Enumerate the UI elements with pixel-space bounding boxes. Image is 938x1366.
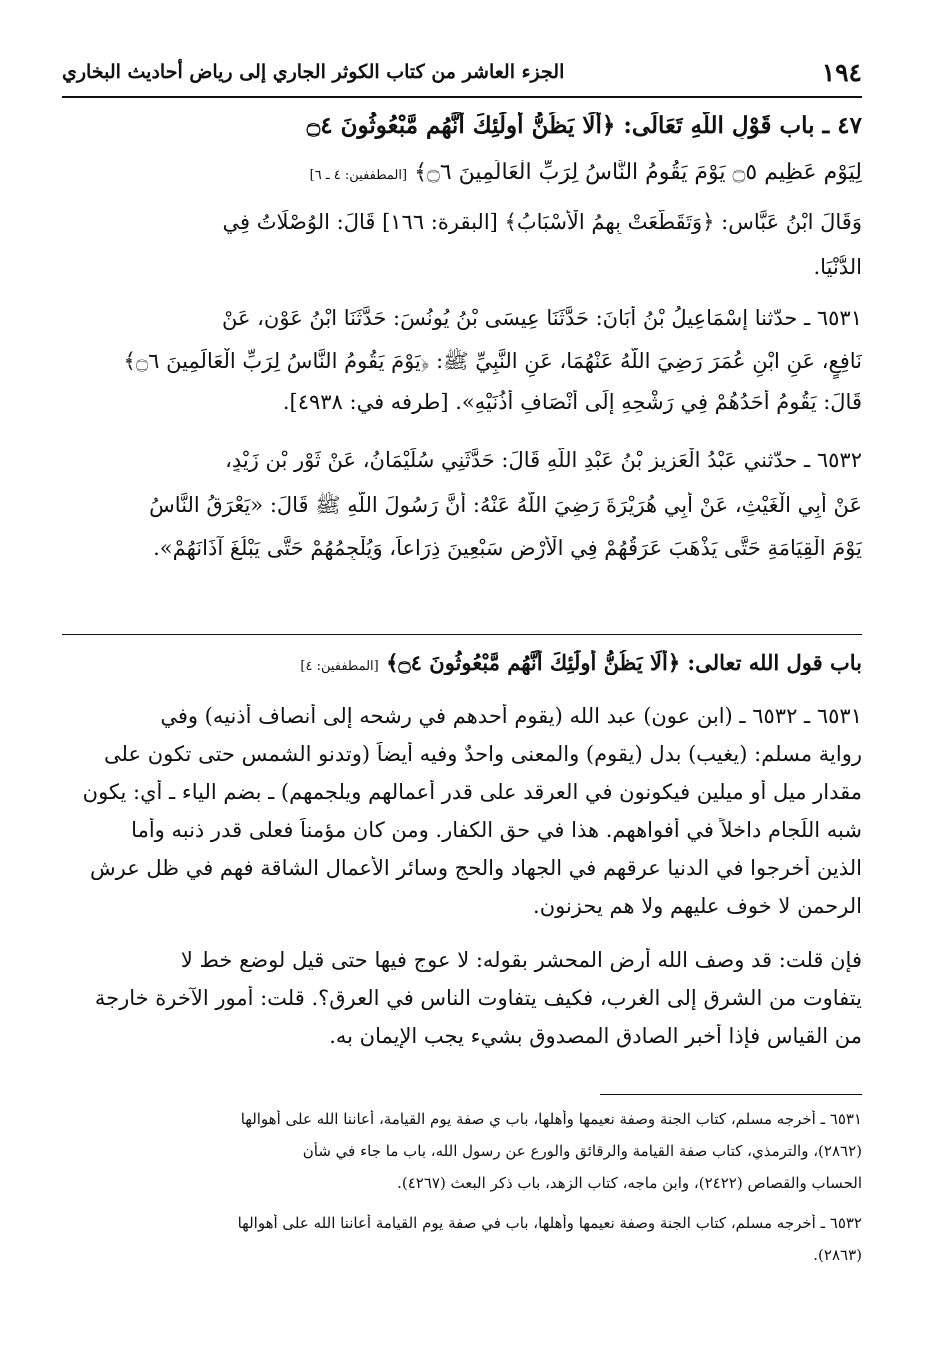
- ibn-abbas-paragraph: [62, 210, 862, 290]
- footnote-1-line: (٢٨٦٢)، والترمذي، كتاب صفة القيامة والرقائق والورع عن رسول الله، باب ما جاء في شأن: [302, 1142, 862, 1160]
- commentary-heading: [62, 650, 862, 690]
- commentary-line: رواية مسلم: (يغيب) بدل (يقوم) والمعنى واحدٌ وفيه أيضاً (وتدنو الشمس حتى تكون على: [104, 742, 862, 766]
- hadith-6531: [62, 306, 862, 436]
- chapter-heading-line-1: ٤٧ ـ باب قَوْلِ اللَّهِ تَعَالَى: ﴿أَلَا يَظُنُّ أُولَٰئِكَ أَنَّهُم مَّبْعُوثُونَ ۝٤: [306, 112, 862, 139]
- commentary-line: مقدار ميل أو ميلين فيكونون في العرقد على قدر أعمالهم ويلجمهم) ـ بضم الياء ـ أي: يكون: [82, 780, 862, 804]
- commentary-heading-line: [62, 650, 862, 675]
- footnotes: [62, 1110, 862, 1310]
- hadith-6531-line-3: قَالَ: يَقُومُ أَحَدُهُمْ فِي رَشْحِهِ إِلَى أَنْصَافِ أُذُنَيْهِ». [طرفه في: ٤٩٣٨].: [282, 390, 862, 414]
- commentary-heading-reference: [المطففين: ٤]: [300, 659, 379, 674]
- hadith-6532: [62, 448, 862, 588]
- commentary-line: شبه اللِّجام داخلاً في أفواههم. هذا في حق الكفار. ومن كان مؤمناً فعلى قدر ذنبه وأما: [131, 818, 862, 842]
- section-divider: [62, 634, 862, 635]
- commentary-line: ٦٥٣١ ـ ٦٥٣٢ ـ (ابن عون) عبد الله (يقوم أحدهم في رشحه إلى أنصاف أذنيه) وفي: [160, 704, 862, 728]
- footnote-1-line: الحساب والقصاص (٢٤٢٢)، وابن ماجه، كتاب الزهد، باب ذكر البعث (٤٢٦٧).: [397, 1174, 862, 1192]
- commentary-line: من القياس فإذا أخبر الصادق المصدوق بشيء يجب الإيمان به.: [329, 1024, 862, 1048]
- footnote-divider: [600, 1094, 862, 1095]
- chapter-heading-line-2: [62, 160, 862, 185]
- hadith-6531-line-1: ٦٥٣١ ـ حدّثنا إِسْمَاعِيلُ بْنُ أَبَانَ: حَدَّثَنَا عِيسَى بْنُ يُونُسَ: حَدَّثَنَا ابْنُ عَوْنٍ، عَنْ: [221, 306, 862, 330]
- commentary-line: الذين أخرجوا في الدنيا عرقهم في الجهاد والحج وسائر الأعمال الشاقة فهم في ظل عرش: [89, 856, 862, 880]
- running-title: الجزء العاشر من كتاب الكوثر الجاري إلى رياض أحاديث البخاري: [62, 61, 565, 83]
- footnote-2-line: ٦٥٣٢ ـ أخرجه مسلم، كتاب الجنة وصفة نعيمها وأهلها، باب في صفة يوم القيامة أعاننا الله على أهوالها: [237, 1214, 862, 1232]
- commentary-paragraph-1: [62, 704, 862, 944]
- hadith-6532-line-2: عَنْ أَبِي الْغَيْثِ، عَنْ أَبِي هُرَيْرَةَ رَضِيَ اللَّهُ عَنْهُ: أَنَّ رَسُولَ اللَّهِ ﷺ قَالَ: «يَعْرَقُ النَّاسُ: [149, 493, 862, 517]
- commentary-line: يتفاوت من الشرق إلى الغرب، فكيف يتفاوت الناس في العرق؟. قلت: أمور الآخرة خارجة: [94, 986, 862, 1010]
- page-number: ١٩٤: [821, 58, 862, 87]
- ibn-abbas-line-1: وَقَالَ ابْنُ عَبَّاسٍ: ﴿وَتَقَطَّعَتْ بِهِمُ الْأَسْبَابُ﴾ [البقرة: ١٦٦] قَالَ: الوُصْلَاتُ فِي: [222, 210, 862, 234]
- hadith-6532-line-3: يَوْمَ الْقِيَامَةِ حَتَّى يَذْهَبَ عَرَقُهُمْ فِي الْأَرْضِ سَبْعِينَ ذِرَاعاً، وَيُلْجِمُهُمْ حَتَّى يَبْلُغَ آذَانَهُمْ».: [153, 536, 862, 560]
- hadith-6532-line-1: ٦٥٣٢ ـ حدّثني عَبْدُ الْعَزِيزِ بْنُ عَبْدِ اللَّهِ قَالَ: حَدَّثَنِي سُلَيْمَانُ، عَنْ ثَوْرِ بْنِ زَيْدٍ،: [225, 448, 862, 472]
- commentary-paragraph-2: [62, 948, 862, 1068]
- footnote-2-line: (٢٨٦٣).: [813, 1246, 862, 1264]
- ibn-abbas-line-2: الدُّنْيَا.: [813, 255, 862, 279]
- hadith-6531-line-2: نَافِعٍ، عَنِ ابْنِ عُمَرَ رَضِيَ اللَّهُ عَنْهُمَا، عَنِ النَّبِيِّ ﷺ: ﴿يَوْمَ يَقُومُ النَّاسُ لِرَبِّ الْعَالَمِينَ ۝٦﴾: [123, 349, 862, 373]
- commentary-line: الرحمن لا خوف عليهم ولا هم يحزنون.: [533, 894, 862, 918]
- footnote-1-line: ٦٥٣١ ـ أخرجه مسلم، كتاب الجنة وصفة نعيمها وأهلها، باب ي صفة يوم القيامة، أعاننا الله على أهوالها: [240, 1110, 862, 1128]
- chapter-reference: [المطففين: ٤ ـ ٦]: [309, 168, 408, 183]
- chapter-heading: [62, 112, 862, 212]
- page-header: [62, 52, 862, 98]
- commentary-heading-text: باب قول الله تعالى: ﴿أَلَا يَظُنُّ أُولَٰئِكَ أَنَّهُم مَّبْعُوثُونَ ۝٤﴾: [386, 650, 862, 675]
- chapter-verse: لِيَوْمٍ عَظِيمٍ ۝٥ يَوْمَ يَقُومُ النَّاسُ لِرَبِّ الْعَالَمِينَ ۝٦﴾: [414, 160, 862, 185]
- commentary-line: فإن قلت: قد وصف الله أرض المحشر بقوله: لا عوج فيها حتى قيل لوضع خط لا: [180, 948, 862, 972]
